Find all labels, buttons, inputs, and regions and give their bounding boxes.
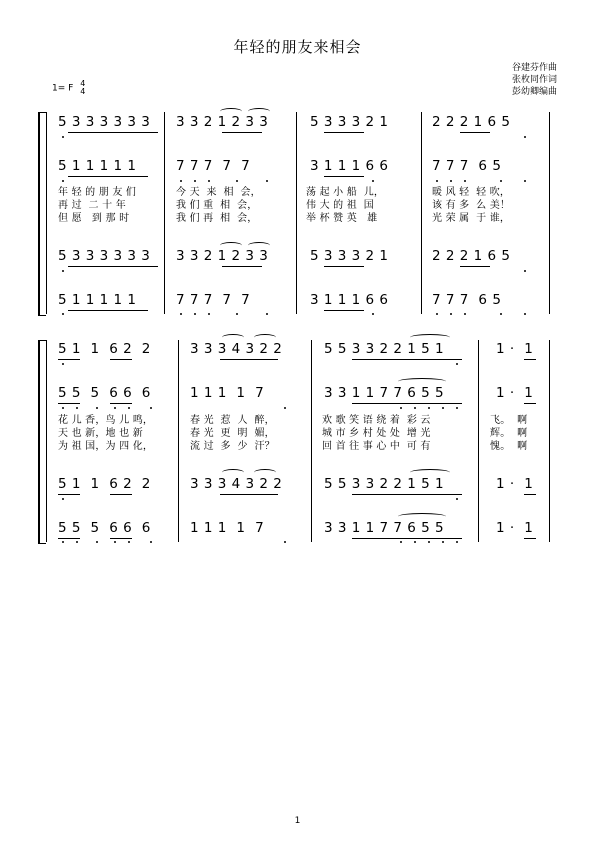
slur [410,469,450,476]
octave-dot [414,407,416,409]
barline [478,340,479,542]
key-label: 1= F [52,83,74,94]
voice-3-measure-2: 3 3 3 4 3 2 2 [190,476,283,492]
voice-4-measure-2: 1 1 1 1 7 [190,520,265,536]
voice-4-measure-1: 5 5 5 6 6 6 [58,520,151,536]
time-signature [80,80,85,96]
beam-underline [220,359,278,360]
voice-3-measure-4: 2 2 2 1 6 5 [432,248,511,264]
lyric-verse-1: 飞。 啊 [490,415,528,426]
voice-2-measure-2: 7 7 7 7 7 [176,158,251,174]
octave-dot [524,180,526,182]
lyricist-credit: 张枚同作词 [511,75,557,85]
slur [220,242,242,249]
voice-2-measure-2: 1 1 1 1 7 [190,385,265,401]
voice-1-measure-1: 5 1 1 6 2 2 [58,341,151,357]
lyric-verse-2: 再 过 二 十 年 [58,200,126,211]
lyric-verse-3: 回 首 往 事 心 中 可 有 [322,441,431,452]
lyric-verse-1: 今 天 来 相 会， [176,187,261,198]
octave-dot [464,313,466,315]
beam-underline [222,132,262,133]
beam-underline [110,403,132,404]
octave-dot [150,407,152,409]
voice-1-measure-2: 3 3 3 4 3 2 2 [190,341,283,357]
lyric-verse-3: 但 愿 到 那 时 [58,213,130,224]
octave-dot [208,313,210,315]
key-signature [52,80,85,96]
lyric-verse-1: 春 光 惹 人 醉， [190,415,275,426]
beam-underline [460,132,490,133]
voice-4-measure-2: 7 7 7 7 7 [176,292,251,308]
octave-dot [62,541,64,543]
beam-underline [220,494,278,495]
octave-dot [150,541,152,543]
beam-underline [524,538,536,539]
beam-underline [352,403,462,404]
voice-4-measure-3: 3 3 1 1 7 7 6 5 5 [324,520,445,536]
lyric-verse-3: 为 祖 国，为 四 化， [58,441,154,452]
octave-dot [96,407,98,409]
octave-dot [500,313,502,315]
voice-4-measure-4: 1 · 1 [496,520,534,536]
beam-underline [324,266,364,267]
octave-dot [442,541,444,543]
barline [549,340,550,542]
beam-underline [58,359,80,360]
octave-dot [414,541,416,543]
beam-underline [110,538,132,539]
beam-underline [222,266,262,267]
octave-dot [450,313,452,315]
system-2-brace [38,340,46,544]
voice-1-measure-2: 3 3 2 1 2 3 3 [176,114,269,130]
voice-1-measure-3: 5 5 3 3 2 2 1 5 1 [324,341,445,357]
octave-dot [400,407,402,409]
voice-3-measure-3: 5 3 3 3 2 1 [310,248,389,264]
lyric-verse-1: 暖 风 轻 轻 吹， [432,187,511,198]
octave-dot [456,363,458,365]
beam-underline [352,538,462,539]
beam-underline [524,494,536,495]
voice-3-measure-3: 5 5 3 3 2 2 1 5 1 [324,476,445,492]
system-1-start-bar [46,112,47,314]
lyric-verse-2: 伟 大 的 祖 国 [306,200,374,211]
beam-underline [68,176,148,177]
octave-dot [76,407,78,409]
octave-dot [62,407,64,409]
beam-underline [58,494,80,495]
voice-1-measure-4: 1 · 1 [496,341,534,357]
octave-dot [128,541,130,543]
beam-underline [460,266,490,267]
lyric-verse-2: 城 市 乡 村 处 处 增 光 [322,428,431,439]
octave-dot [524,313,526,315]
voice-2-measure-1: 5 1 1 1 1 1 [58,158,137,174]
page-title: 年轻的朋友来相会 [233,38,362,56]
barline [549,112,550,314]
beam-underline [324,310,364,311]
voice-2-measure-3: 3 1 1 1 6 6 [310,158,389,174]
voice-2-measure-4: 7 7 7 6 5 [432,158,502,174]
voice-4-measure-1: 5 1 1 1 1 1 [58,292,137,308]
octave-dot [266,180,268,182]
lyric-verse-3: 光 荣 属 于 谁， [432,213,511,224]
octave-dot [128,407,130,409]
composer-credit: 谷建芬作曲 [511,63,557,73]
barline [421,112,422,314]
beam-underline [58,403,80,404]
voice-1-measure-4: 2 2 2 1 6 5 [432,114,511,130]
beam-underline [524,359,536,360]
beam-underline [324,176,364,177]
arranger-credit: 彭幼卿编曲 [511,87,557,97]
slur [398,378,446,385]
octave-dot [62,136,64,138]
octave-dot [96,541,98,543]
octave-dot [524,136,526,138]
voice-1-measure-3: 5 3 3 3 2 1 [310,114,389,130]
slur [410,334,450,341]
octave-dot [524,270,526,272]
octave-dot [372,313,374,315]
beam-underline [68,266,158,267]
slur [220,108,242,115]
beam-underline [524,403,536,404]
octave-dot [400,541,402,543]
voice-3-measure-1: 5 1 1 6 2 2 [58,476,151,492]
beam-underline [68,132,158,133]
octave-dot [428,541,430,543]
time-denominator: 4 [80,87,86,96]
octave-dot [442,407,444,409]
beam-underline [110,359,132,360]
lyric-verse-2: 该 有 多 么 美！ [432,200,511,211]
voice-3-measure-1: 5 3 3 3 3 3 3 [58,248,151,264]
lyric-verse-2: 我 们 重 相 会， [176,200,258,211]
lyric-verse-3: 流 过 多 少 汗？ [190,441,275,452]
octave-dot [284,541,286,543]
voice-2-measure-3: 3 3 1 1 7 7 6 5 5 [324,385,445,401]
lyric-verse-2: 春 光 更 明 媚， [190,428,275,439]
lyric-verse-3: 举 杯 赞 英 雄 [306,213,378,224]
octave-dot [180,313,182,315]
octave-dot [194,313,196,315]
slur [248,242,270,249]
slur [248,108,270,115]
voice-2-measure-4: 1 · 1 [496,385,534,401]
system-2-start-bar [46,340,47,542]
octave-dot [62,363,64,365]
lyric-verse-2: 辉。 啊 [490,428,528,439]
barline [164,112,165,314]
lyric-verse-1: 欢 歌 笑 语 绕 着 彩 云 [322,415,431,426]
voice-4-measure-3: 3 1 1 1 6 6 [310,292,389,308]
beam-underline [324,132,364,133]
octave-dot [236,313,238,315]
slur [398,513,446,520]
lyric-verse-3: 我 们 再 相 会， [176,213,258,224]
beam-underline [110,494,132,495]
octave-dot [428,407,430,409]
system-1-brace [38,112,46,316]
beam-underline [58,538,80,539]
lyric-verse-1: 花 儿 香，鸟 儿 鸣， [58,415,154,426]
lyric-verse-1: 荡 起 小 船 儿， [306,187,385,198]
octave-dot [114,541,116,543]
octave-dot [456,541,458,543]
octave-dot [284,407,286,409]
octave-dot [76,541,78,543]
octave-dot [456,407,458,409]
octave-dot [266,313,268,315]
lyric-verse-1: 年 轻 的 朋 友 们 [58,187,137,198]
voice-1-measure-1: 5 3 3 3 3 3 3 [58,114,151,130]
barline [178,340,179,542]
voice-4-measure-4: 7 7 7 6 5 [432,292,502,308]
slur [254,334,276,341]
time-numerator: 4 [80,79,86,88]
barline [311,340,312,542]
octave-dot [114,407,116,409]
lyric-verse-2: 天 也 新，地 也 新 [58,428,143,439]
credits [512,62,557,98]
beam-underline [352,359,462,360]
voice-3-measure-4: 1 · 1 [496,476,534,492]
octave-dot [62,498,64,500]
octave-dot [436,313,438,315]
octave-dot [62,313,64,315]
beam-underline [352,494,462,495]
slur [222,334,244,341]
beam-underline [68,310,148,311]
octave-dot [456,498,458,500]
slur [254,469,276,476]
page-number: 1 [294,816,301,826]
slur [222,469,244,476]
barline [296,112,297,314]
octave-dot [62,270,64,272]
voice-2-measure-1: 5 5 5 6 6 6 [58,385,151,401]
voice-3-measure-2: 3 3 2 1 2 3 3 [176,248,269,264]
lyric-verse-3: 愧。 啊 [490,441,528,452]
